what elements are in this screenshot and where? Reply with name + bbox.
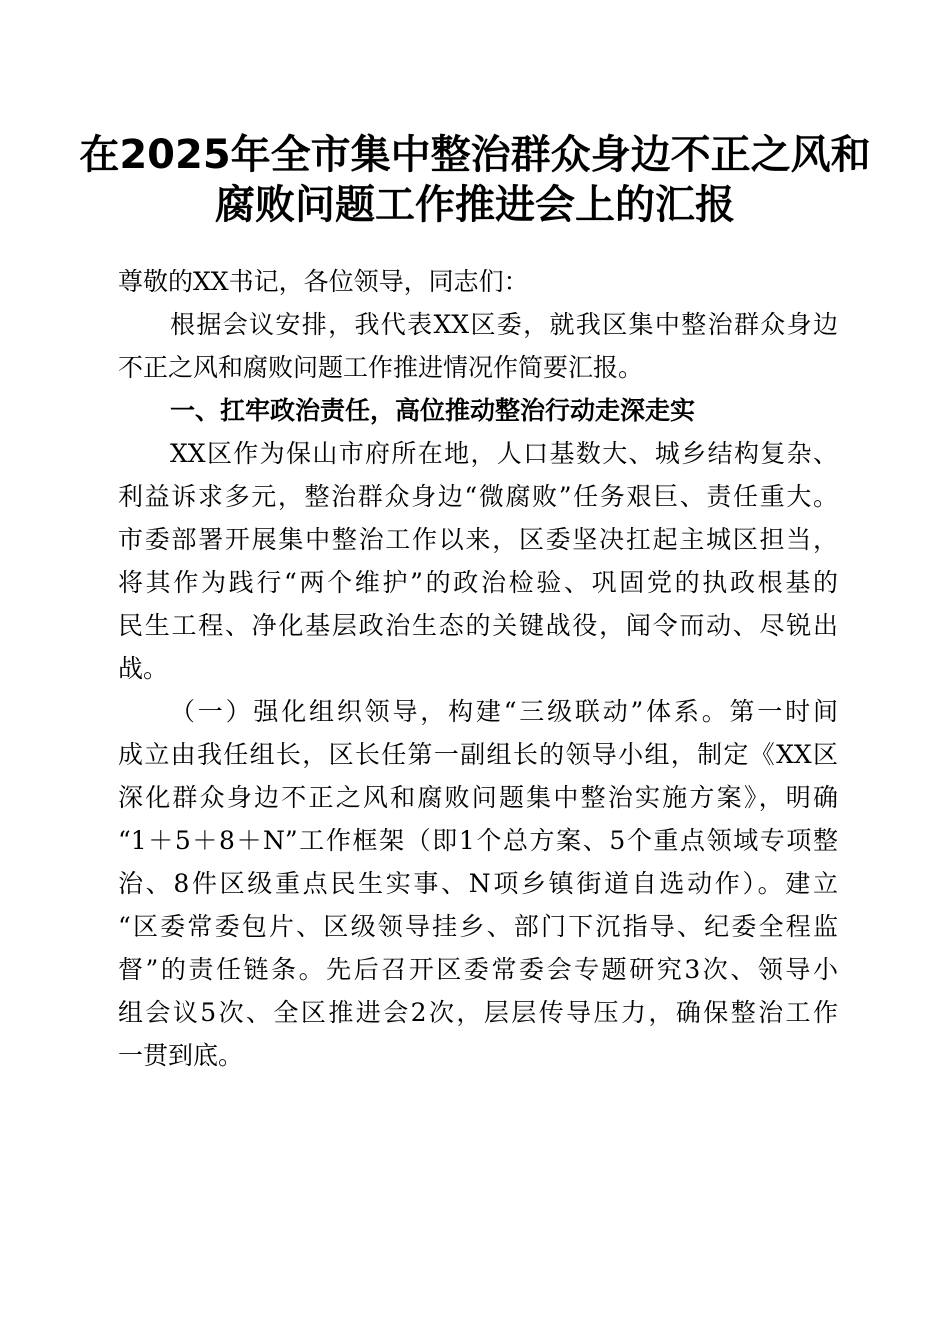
subsection-1-line-6: “区委常委包片、区级领导挂乡、部门下沉指导、纪委全程监 — [118, 912, 838, 941]
subsection-1-line-8: 组会议5次、全区推进会2次，层层传导压力，确保整治工作 — [118, 998, 838, 1027]
subsection-1-line-3: 深化群众身边不正之风和腐败问题集中整治实施方案》，明确 — [118, 783, 838, 812]
title-line-1: 在2025年全市集中整治群众身边不正之风和 — [79, 132, 871, 178]
subsection-1-line-1: （一）强化组织领导，构建“三级联动”体系。第一时间 — [170, 697, 838, 726]
intro-line-2: 不正之风和腐败问题工作推进情况作简要汇报。 — [118, 353, 644, 382]
document-title — [60, 130, 890, 230]
section-1-line-5: 民生工程、净化基层政治生态的关键战役，闻令而动、尽锐出 — [118, 611, 838, 640]
section-1-line-4: 将其作为践行“两个维护”的政治检验、巩固党的执政根基的 — [118, 568, 838, 597]
section-1-heading: 一、扛牢政治责任，高位推动整治行动走深走实 — [170, 396, 696, 425]
title-line-2: 腐败问题工作推进会上的汇报 — [215, 182, 735, 228]
document-body — [118, 260, 838, 1077]
subsection-1-line-2: 成立由我任组长，区长任第一副组长的领导小组，制定《XX区 — [118, 740, 838, 769]
subsection-1-line-5: 治、8件区级重点民生实事、N项乡镇街道自选动作）。建立 — [118, 869, 838, 898]
salutation: 尊敬的XX书记，各位领导，同志们： — [118, 267, 529, 296]
section-1-line-3: 市委部署开展集中整治工作以来，区委坚决扛起主城区担当， — [118, 525, 838, 554]
section-1-line-1: XX区作为保山市府所在地，人口基数大、城乡结构复杂、 — [170, 439, 838, 468]
subsection-1-line-7: 督”的责任链条。先后召开区委常委会专题研究3次、领导小 — [118, 955, 838, 984]
section-1-line-2: 利益诉求多元，整治群众身边“微腐败”任务艰巨、责任重大。 — [118, 482, 838, 511]
intro-line-1: 根据会议安排，我代表XX区委，就我区集中整治群众身边 — [170, 310, 838, 339]
subsection-1-line-9: 一贯到底。 — [118, 1041, 244, 1070]
subsection-1-line-4: “1＋5＋8＋N”工作框架（即1个总方案、5个重点领域专项整 — [118, 826, 838, 855]
section-1-line-6: 战。 — [118, 654, 169, 683]
